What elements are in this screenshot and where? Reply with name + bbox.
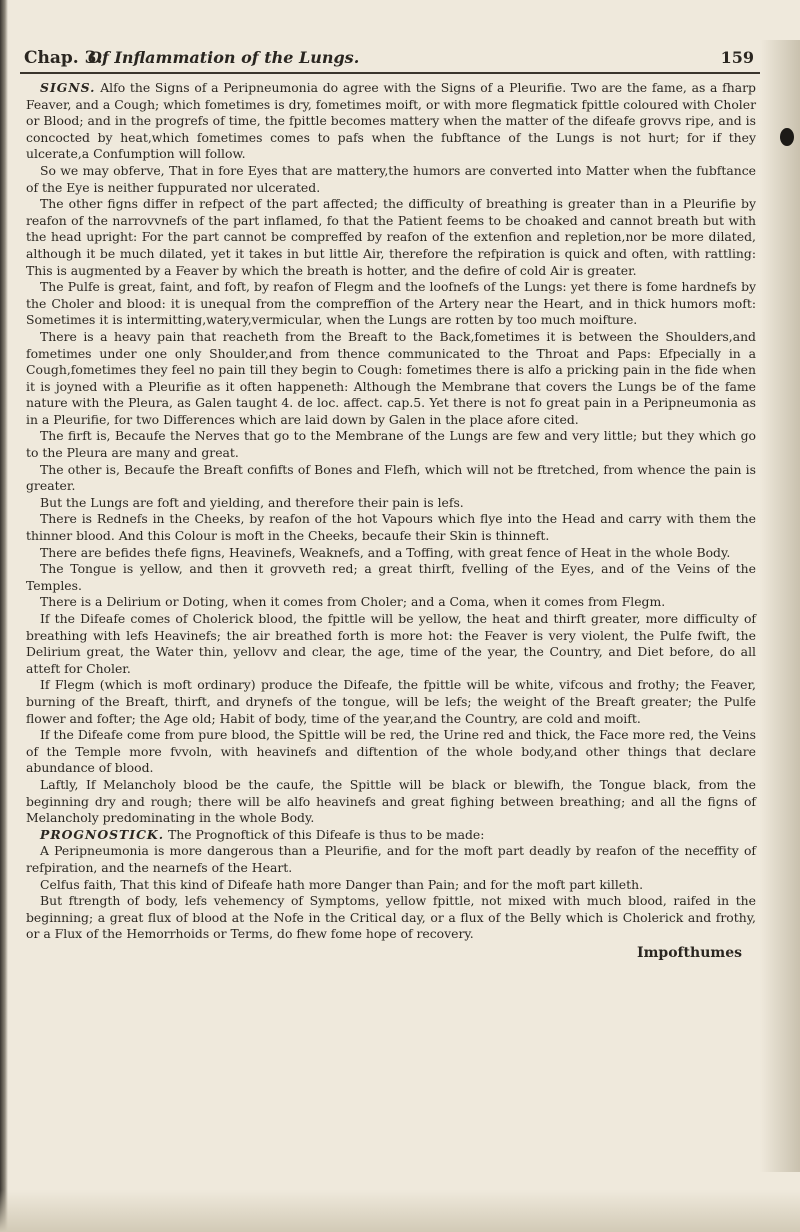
paragraph-text: If the Difeafe come from pure blood, the Spittle will be red, the Urine red and thick, the Face more red, the Veins of the Temple more fvvoln, with heavinefs and diftention of the whole body,and other things that declare abundance of blood. <box>26 727 756 776</box>
paragraph <box>26 877 756 894</box>
paragraph <box>26 279 756 329</box>
paragraph-text: There is Rednefs in the Cheeks, by reafon of the hot Vapours which flye into the Head and carry with them the thinner blood. And this Colour is moft in the Cheeks, becaufe their Skin is thinneft. <box>26 511 756 544</box>
paragraph-text: The Pulfe is great, faint, and foft, by reafon of Flegm and the loofnefs of the Lungs: yet there is fome hardnefs by the Choler and blood: it is unequal from the compreffion of the Artery near the Heart, and in thick humors moft: Sometimes it is intermitting,watery,vermicular, when the Lungs are rotten by too much moifture. <box>26 279 756 328</box>
ink-blot <box>780 128 794 146</box>
paragraph <box>26 561 756 594</box>
paragraph <box>26 727 756 777</box>
paragraph-text: The firft is, Becaufe the Nerves that go to the Membrane of the Lungs are few and very little; but they which go to the Pleura are many and great. <box>26 428 756 461</box>
paragraph-text: There is a heavy pain that reacheth from the Breaft to the Back,fometimes it is between the Shoulders,and fometimes under one only Shoulder,and from thence communicated to the Throat and Paps: Efpecially in a Cough,fometimes they feel no pain till they begin to Cough: fometimes there is alfo a pricking pain in the fide when it is joyned with a Pleurifie as it often happeneth: Although the Membrane that covers the Lungs be of the fame nature with the Pleura, as Galen taught 4. de loc. affect. cap.5. Yet there is not fo great pain in a Peripneumonia as in a Pleurifie, for two Differences which are laid down by Galen in the place afore cited. <box>26 328 756 427</box>
paragraph <box>26 594 756 611</box>
paragraph-text: If Flegm (which is moft ordinary) produce the Difeafe, the fpittle will be white, vifcous and frothy; the Feaver, burning of the Breaft, thirft, and drynefs of the tongue, will be lefs; the weight of the Breaft greater; the Pulfe flower and fofter; the Age old; Habit of body, time of the year,and the Country, are cold and moift. <box>26 677 756 726</box>
chapter-label: Chap. 3. <box>24 48 103 68</box>
paragraph-text: The other figns differ in refpect of the part affected; the difficulty of breathing is greater than in a Pleurifie by reafon of the narrovvnefs of the part inflamed, fo that the Patient feems to be choaked and cannot breath but with the head upright: For the part cannot be compreffed by reafon of the extenfion and repletion,nor be more dilated, although it be much dilated, yet it takes in but little Air, therefore the refpiration is quick and often, with rattling: This is augmented by a Feaver by which the breath is hotter, and the defire of cold Air is greater. <box>26 196 756 278</box>
paragraph <box>26 462 756 495</box>
running-head <box>20 46 760 74</box>
section-heading: PROGNOSTICK. <box>40 826 165 842</box>
paragraph <box>26 495 756 512</box>
paragraph <box>26 428 756 461</box>
paragraph <box>26 843 756 876</box>
section-heading: SIGNS. <box>40 80 96 95</box>
paragraph-text: There are befides thefe figns, Heavinefs, Weaknefs, and a Toffing, with great fence of Heat in the whole Body. <box>40 544 731 560</box>
paragraph <box>26 611 756 677</box>
book-page <box>20 46 760 961</box>
paragraph <box>26 893 756 943</box>
paragraph-text: But ftrength of body, lefs vehemency of Symptoms, yellow fpittle, not mixed with much blood, raifed in the beginning; a great flux of blood at the Nofe in the Critical day, or a flux of the Belly which is Cholerick and frothy, or a Flux of the Hemorrhoids or Terms, do fhew fome hope of recovery. <box>26 893 756 942</box>
paragraph-text: If the Difeafe comes of Cholerick blood, the fpittle will be yellow, the heat and thirft greater, more difficulty of breathing with lefs Heavinefs; the air breathed forth is more hot: the Feaver is very violent, the Pulfe fwift, the Delirium great, the Water thin, yellovv and clear, the age, time of the year, the Country, and Diet before, do all atteft for Choler. <box>26 611 756 676</box>
paragraph <box>26 80 756 163</box>
running-title: Of Inflammation of the Lungs. <box>88 48 360 67</box>
paragraph-text: There is a Delirium or Doting, when it comes from Choler; and a Coma, when it comes from Flegm. <box>40 594 666 610</box>
catchword: Impofthumes <box>637 944 742 961</box>
scan-bottom-shadow <box>0 1190 800 1232</box>
paragraph-text: The other is, Becaufe the Breaft confifts of Bones and Flefh, which will not be ftretched, from whence the pain is greater. <box>26 461 756 494</box>
body-text <box>20 80 760 943</box>
page-number: 159 <box>720 48 754 67</box>
scan-binding-shadow <box>0 0 8 1232</box>
paragraph <box>26 329 756 429</box>
paragraph-text: A Peripneumonia is more dangerous than a Pleurifie, and for the moft part deadly by reafon of the neceffity of refpiration, and the nearnefs of the Heart. <box>26 843 756 875</box>
paragraph-text: Laftly, If Melancholy blood be the caufe, the Spittle will be black or blewifh, the Tongue black, from the beginning dry and rough; there will be alfo heavinefs and great fighing between breathing; and all the figns of Melancholy predominating in the whole Body. <box>26 776 756 826</box>
paragraph <box>26 196 756 279</box>
paragraph <box>26 677 756 727</box>
paragraph-text: The Prognoftick of this Difeafe is thus to be made: <box>167 826 485 842</box>
paragraph <box>26 511 756 544</box>
paragraph <box>26 545 756 562</box>
paragraph-text: Celfus faith, That this kind of Difeafe hath more Danger than Pain; and for the moft part killeth. <box>40 876 644 892</box>
paragraph-text: Alfo the Signs of a Peripneumonia do agree with the Signs of a Pleurifie. Two are the fame, as a fharp Feaver, and a Cough; which fometimes is dry, fometimes moift, or with more flegmatick fpittle coloured with Choler or Blood; and in the progrefs of time, the fpittle becomes mattery when the matter of the difeafe grovvs ripe, and is concocted by heat,which fometimes comes to pafs when the fubftance of the Lungs is not hurt; for if they ulcerate,a Confumption will follow. <box>26 80 756 162</box>
paragraph-text: But the Lungs are foft and yielding, and therefore their pain is lefs. <box>40 494 464 510</box>
paragraph <box>26 827 756 844</box>
paragraph <box>26 777 756 827</box>
paragraph-text: The Tongue is yellow, and then it grovveth red; a great thirft, fvelling of the Eyes, and of the Veins of the Temples. <box>26 561 756 593</box>
paragraph-text: So we may obferve, That in fore Eyes that are mattery,the humors are converted into Matter when the fubftance of the Eye is neither fuppurated nor ulcerated. <box>26 162 756 195</box>
scan-page-curl <box>760 40 800 1172</box>
paragraph <box>26 163 756 196</box>
